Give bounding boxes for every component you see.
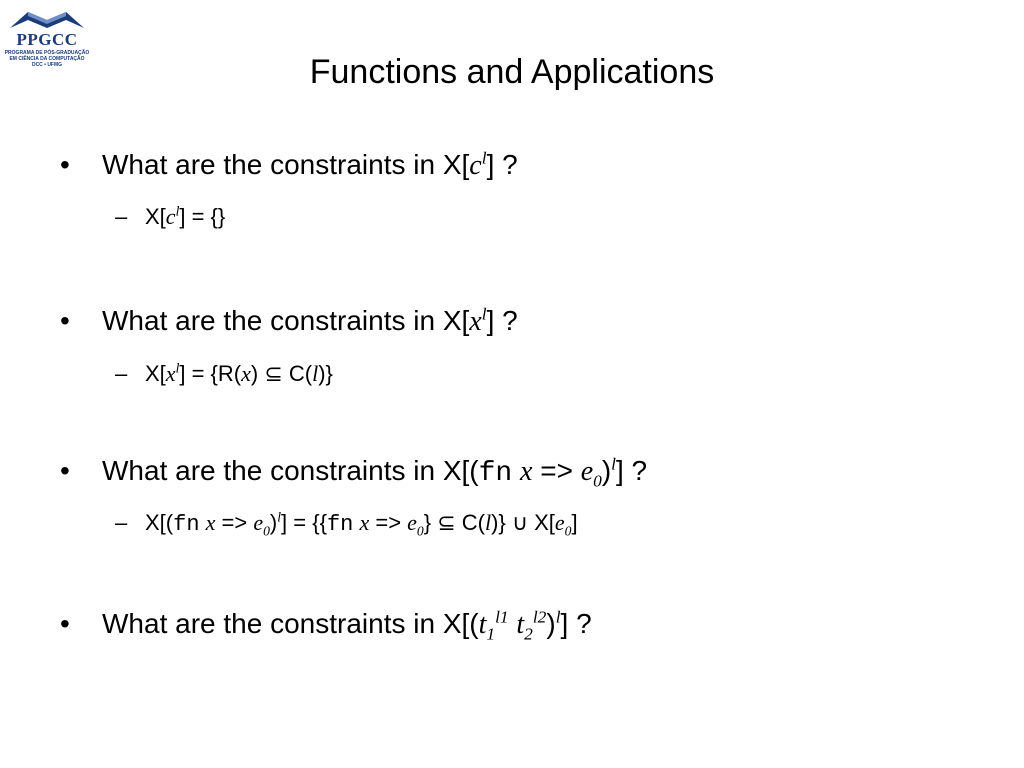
slide-title: Functions and Applications [309,53,715,91]
logo-subtitle-3: DCC • UFMG [31,62,63,68]
logo-subtitle-1: PROGRAMA DE PÓS-GRADUAÇÃO [4,50,90,56]
bullet-glyph: • [60,608,70,639]
bullet-glyph: • [60,305,70,336]
bullet-2: • What are the constraints in $X[x^l]$ ? [60,304,518,337]
dash-glyph: – [115,510,128,535]
dash-glyph: – [115,204,128,229]
bullet-glyph: • [60,149,70,180]
bullet-1: • What are the constraints in $X[c^l]$ ? [60,148,518,181]
bullet-glyph: • [60,455,70,486]
logo-subtitle-2: EM CIÊNCIA DA COMPUTAÇÃO [9,56,85,62]
sub-bullet-2: – $X[x^l] = \{R(x)$ ⊆ C(l)} [115,360,333,386]
logo-brand: PPGCC [16,30,78,49]
sub-bullet-1: – $X[c^l]$ = {} [115,203,226,229]
dash-glyph: – [115,361,128,386]
sub-bullet-3: – X[(fn $x => e_0)^l] = \{\{fn$ $x => e_0$} ⊆ C(l)} ∪ $X[e_0]$ [115,509,578,539]
roof-icon [8,6,86,32]
bullet-3: • What are the constraints in X[(fn $x => e_0)^l$] ? [60,454,648,491]
bullet-4: • What are the constraints in $X[(t_1^{l1}$ $t_2^{l2})^l$] ? [60,607,592,644]
